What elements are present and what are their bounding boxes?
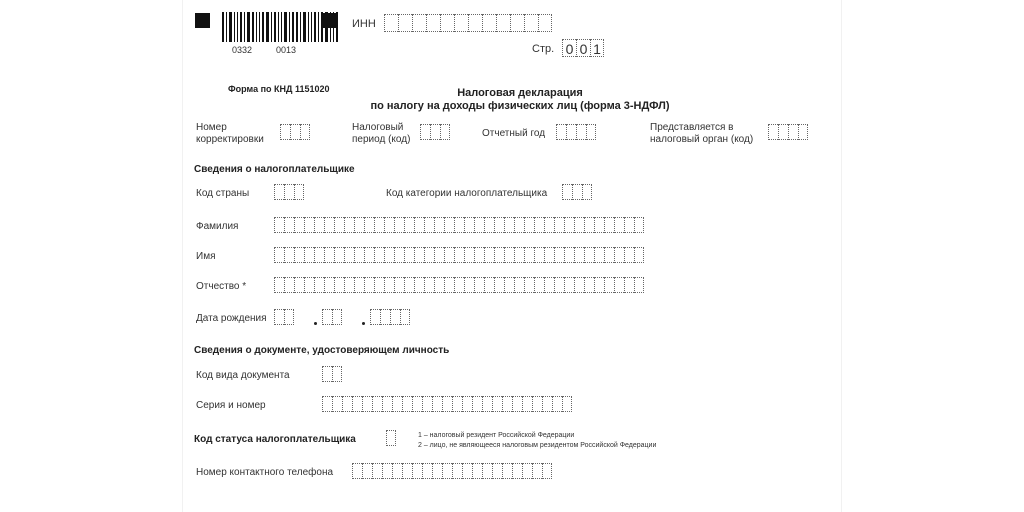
input-cell[interactable] <box>394 277 404 293</box>
input-cell[interactable] <box>634 247 644 263</box>
report-year-label: Отчетный год <box>482 128 546 139</box>
barcode-bar <box>318 12 319 42</box>
input-cell[interactable] <box>582 184 592 200</box>
input-cell[interactable] <box>462 463 472 479</box>
input-cell[interactable] <box>344 247 354 263</box>
input-cell[interactable] <box>412 396 422 412</box>
input-cell[interactable] <box>284 217 294 233</box>
input-cell[interactable] <box>422 463 432 479</box>
input-cell[interactable] <box>324 217 334 233</box>
barcode-left-digits: 0332 <box>232 45 253 55</box>
input-cell[interactable] <box>562 396 572 412</box>
input-cell[interactable] <box>564 277 574 293</box>
barcode-bar <box>292 12 294 42</box>
input-cell[interactable] <box>442 396 452 412</box>
birth-year-cells[interactable] <box>370 309 410 325</box>
input-cell[interactable] <box>380 309 390 325</box>
input-cell[interactable] <box>424 277 434 293</box>
first-name-label: Имя <box>196 251 216 262</box>
phone-label: Номер контактного телефона <box>196 467 334 478</box>
input-cell[interactable] <box>534 277 544 293</box>
barcode-bar <box>222 12 224 42</box>
input-cell[interactable] <box>274 184 284 200</box>
input-cell[interactable] <box>304 277 314 293</box>
input-cell[interactable] <box>414 247 424 263</box>
correction-number-label: Номер корректировки <box>196 122 264 145</box>
last-name-cells[interactable] <box>274 217 644 233</box>
barcode-bar <box>247 12 250 42</box>
input-cell[interactable] <box>354 247 364 263</box>
input-cell[interactable] <box>284 184 294 200</box>
barcode-bar <box>281 12 282 42</box>
input-cell[interactable] <box>614 217 624 233</box>
input-cell[interactable] <box>522 463 532 479</box>
input-cell[interactable] <box>574 247 584 263</box>
input-cell[interactable] <box>420 124 430 140</box>
input-cell[interactable] <box>594 277 604 293</box>
country-code-label: Код страны <box>196 188 250 199</box>
report-year-cells[interactable] <box>556 124 596 140</box>
input-cell[interactable] <box>374 217 384 233</box>
input-cell[interactable] <box>384 277 394 293</box>
barcode-bar <box>262 12 264 42</box>
input-cell[interactable] <box>604 217 614 233</box>
input-cell[interactable] <box>322 366 332 382</box>
input-cell[interactable] <box>556 124 566 140</box>
input-cell[interactable] <box>474 247 484 263</box>
input-cell[interactable] <box>384 217 394 233</box>
input-cell[interactable] <box>524 217 534 233</box>
input-cell[interactable] <box>494 217 504 233</box>
barcode-right-digits: 0013 <box>276 45 297 55</box>
input-cell[interactable] <box>372 396 382 412</box>
input-cell[interactable] <box>434 247 444 263</box>
input-cell[interactable] <box>444 217 454 233</box>
input-cell[interactable] <box>442 463 452 479</box>
date-separator <box>362 322 365 325</box>
input-cell[interactable] <box>482 396 492 412</box>
status-option-1: 1 – налоговый резидент Российской Федерации <box>418 432 575 439</box>
category-code-label: Код категории налогоплательщика <box>386 188 548 199</box>
input-cell[interactable] <box>382 463 392 479</box>
input-cell[interactable] <box>624 247 634 263</box>
input-cell[interactable] <box>392 396 402 412</box>
barcode-bar <box>330 12 331 42</box>
input-cell[interactable] <box>430 124 440 140</box>
input-cell[interactable] <box>452 463 462 479</box>
input-cell[interactable] <box>452 396 462 412</box>
input-cell[interactable] <box>584 247 594 263</box>
input-cell[interactable] <box>404 217 414 233</box>
input-cell[interactable] <box>778 124 788 140</box>
input-cell[interactable] <box>304 217 314 233</box>
input-cell[interactable] <box>484 277 494 293</box>
barcode-bar <box>271 12 272 42</box>
page-digit: 1 <box>590 39 604 57</box>
input-cell[interactable] <box>424 247 434 263</box>
input-cell[interactable] <box>274 277 284 293</box>
inn-cells[interactable] <box>384 14 552 32</box>
status-label: Код статуса налогоплательщика <box>194 434 356 445</box>
input-cell[interactable] <box>768 124 778 140</box>
input-cell[interactable] <box>324 247 334 263</box>
barcode-bar <box>308 12 309 42</box>
input-cell[interactable] <box>432 463 442 479</box>
input-cell[interactable] <box>634 217 644 233</box>
input-cell[interactable] <box>364 217 374 233</box>
input-cell[interactable] <box>554 247 564 263</box>
input-cell[interactable] <box>494 277 504 293</box>
input-cell[interactable] <box>300 124 310 140</box>
input-cell[interactable] <box>290 124 300 140</box>
input-cell[interactable] <box>412 14 426 32</box>
last-name-label: Фамилия <box>196 221 239 232</box>
input-cell[interactable] <box>294 217 304 233</box>
barcode-bar <box>303 12 306 42</box>
input-cell[interactable] <box>400 309 410 325</box>
barcode-bar <box>321 12 323 42</box>
input-cell[interactable] <box>362 463 372 479</box>
input-cell[interactable] <box>564 247 574 263</box>
input-cell[interactable] <box>534 247 544 263</box>
barcode-image <box>222 12 340 42</box>
patronymic-cells[interactable] <box>274 277 644 293</box>
birth-day-cells[interactable] <box>274 309 294 325</box>
input-cell[interactable] <box>524 277 534 293</box>
barcode-bar <box>274 12 276 42</box>
input-cell[interactable] <box>386 430 396 446</box>
input-cell[interactable] <box>294 247 304 263</box>
input-cell[interactable] <box>284 247 294 263</box>
input-cell[interactable] <box>422 396 432 412</box>
input-cell[interactable] <box>404 277 414 293</box>
corner-marker-left <box>195 13 210 28</box>
input-cell[interactable] <box>352 463 362 479</box>
input-cell[interactable] <box>464 217 474 233</box>
input-cell[interactable] <box>482 14 496 32</box>
input-cell[interactable] <box>434 217 444 233</box>
barcode-bar <box>266 12 269 42</box>
input-cell[interactable] <box>474 217 484 233</box>
input-cell[interactable] <box>586 124 596 140</box>
phone-cells[interactable] <box>352 463 552 479</box>
input-cell[interactable] <box>454 217 464 233</box>
input-cell[interactable] <box>542 463 552 479</box>
page-label: Стр. <box>532 43 555 55</box>
barcode-bar <box>296 12 298 42</box>
input-cell[interactable] <box>542 396 552 412</box>
page-digit: 0 <box>576 39 590 57</box>
patronymic-label: Отчество * <box>196 281 247 292</box>
barcode-bar <box>278 12 279 42</box>
input-cell[interactable] <box>434 277 444 293</box>
input-cell[interactable] <box>370 309 380 325</box>
input-cell[interactable] <box>390 309 400 325</box>
document-section-title: Сведения о документе, удостоверяющем личность <box>194 345 450 356</box>
input-cell[interactable] <box>294 277 304 293</box>
status-option-2: 2 – лицо, не являющееся налоговым резидентом Российской Федерации <box>418 442 657 449</box>
input-cell[interactable] <box>454 247 464 263</box>
input-cell[interactable] <box>624 277 634 293</box>
category-code-cells[interactable] <box>562 184 592 200</box>
input-cell[interactable] <box>398 14 412 32</box>
input-cell[interactable] <box>454 277 464 293</box>
input-cell[interactable] <box>614 247 624 263</box>
input-cell[interactable] <box>464 277 474 293</box>
input-cell[interactable] <box>532 463 542 479</box>
input-cell[interactable] <box>594 247 604 263</box>
barcode-bar <box>311 12 312 42</box>
input-cell[interactable] <box>432 396 442 412</box>
barcode-bar <box>336 12 338 42</box>
input-cell[interactable] <box>414 217 424 233</box>
input-cell[interactable] <box>332 396 342 412</box>
form-title-line2: по налогу на доходы физических лиц (форма 3-НДФЛ) <box>370 100 670 112</box>
input-cell[interactable] <box>314 217 324 233</box>
barcode-bar <box>333 12 334 42</box>
input-cell[interactable] <box>332 309 342 325</box>
input-cell[interactable] <box>374 277 384 293</box>
input-cell[interactable] <box>362 396 372 412</box>
input-cell[interactable] <box>788 124 798 140</box>
date-separator <box>314 322 317 325</box>
first-name-cells[interactable] <box>274 247 644 263</box>
input-cell[interactable] <box>344 217 354 233</box>
input-cell[interactable] <box>510 14 524 32</box>
input-cell[interactable] <box>594 217 604 233</box>
input-cell[interactable] <box>604 277 614 293</box>
page-number-cells <box>562 39 604 57</box>
input-cell[interactable] <box>514 247 524 263</box>
input-cell[interactable] <box>324 277 334 293</box>
input-cell[interactable] <box>334 277 344 293</box>
input-cell[interactable] <box>492 463 502 479</box>
input-cell[interactable] <box>504 277 514 293</box>
input-cell[interactable] <box>440 124 450 140</box>
form-code: Форма по КНД 1151020 <box>228 84 330 94</box>
input-cell[interactable] <box>468 14 482 32</box>
submitted-to-cells[interactable] <box>768 124 808 140</box>
input-cell[interactable] <box>544 277 554 293</box>
input-cell[interactable] <box>554 217 564 233</box>
barcode-bar <box>229 12 232 42</box>
input-cell[interactable] <box>474 277 484 293</box>
input-cell[interactable] <box>532 396 542 412</box>
doc-type-label: Код вида документа <box>196 370 290 381</box>
input-cell[interactable] <box>484 247 494 263</box>
barcode-bar <box>314 12 316 42</box>
input-cell[interactable] <box>514 277 524 293</box>
input-cell[interactable] <box>342 396 352 412</box>
input-cell[interactable] <box>354 277 364 293</box>
input-cell[interactable] <box>382 396 392 412</box>
barcode-bar <box>240 12 242 42</box>
form-title <box>320 87 720 113</box>
input-cell[interactable] <box>344 277 354 293</box>
input-cell[interactable] <box>394 247 404 263</box>
input-cell[interactable] <box>538 14 552 32</box>
input-cell[interactable] <box>424 217 434 233</box>
input-cell[interactable] <box>402 463 412 479</box>
form-title-line1: Налоговая декларация <box>457 87 583 99</box>
input-cell[interactable] <box>384 14 398 32</box>
input-cell[interactable] <box>280 124 290 140</box>
tax-period-label: Налоговый период (код) <box>352 122 411 145</box>
input-cell[interactable] <box>604 247 614 263</box>
barcode-bar <box>226 12 227 42</box>
barcode-bar <box>256 12 257 42</box>
input-cell[interactable] <box>322 396 332 412</box>
input-cell[interactable] <box>284 277 294 293</box>
input-cell[interactable] <box>404 247 414 263</box>
input-cell[interactable] <box>576 124 586 140</box>
input-cell[interactable] <box>584 217 594 233</box>
input-cell[interactable] <box>426 14 440 32</box>
input-cell[interactable] <box>574 277 584 293</box>
input-cell[interactable] <box>314 277 324 293</box>
input-cell[interactable] <box>482 463 492 479</box>
input-cell[interactable] <box>322 309 332 325</box>
input-cell[interactable] <box>314 247 324 263</box>
input-cell[interactable] <box>624 217 634 233</box>
correction-number-cells[interactable] <box>280 124 310 140</box>
birth-month-cells[interactable] <box>322 309 342 325</box>
input-cell[interactable] <box>284 309 294 325</box>
series-number-label: Серия и номер <box>196 400 266 411</box>
input-cell[interactable] <box>444 247 454 263</box>
input-cell[interactable] <box>304 247 314 263</box>
barcode-bar <box>325 12 328 42</box>
input-cell[interactable] <box>512 463 522 479</box>
input-cell[interactable] <box>384 247 394 263</box>
input-cell[interactable] <box>614 277 624 293</box>
input-cell[interactable] <box>512 396 522 412</box>
input-cell[interactable] <box>274 217 284 233</box>
input-cell[interactable] <box>462 396 472 412</box>
input-cell[interactable] <box>354 217 364 233</box>
input-cell[interactable] <box>372 463 382 479</box>
input-cell[interactable] <box>374 247 384 263</box>
barcode-bar <box>234 12 235 42</box>
input-cell[interactable] <box>412 463 422 479</box>
input-cell[interactable] <box>544 217 554 233</box>
input-cell[interactable] <box>332 366 342 382</box>
series-number-cells[interactable] <box>322 396 572 412</box>
tax-period-cells[interactable] <box>420 124 450 140</box>
taxpayer-section-title: Сведения о налогоплательщике <box>194 164 355 175</box>
input-cell[interactable] <box>524 14 538 32</box>
barcode-bar <box>259 12 260 42</box>
input-cell[interactable] <box>472 463 482 479</box>
input-cell[interactable] <box>364 277 374 293</box>
input-cell[interactable] <box>496 14 510 32</box>
input-cell[interactable] <box>492 396 502 412</box>
barcode-bar <box>237 12 238 42</box>
input-cell[interactable] <box>454 14 468 32</box>
input-cell[interactable] <box>274 247 284 263</box>
page-digit: 0 <box>562 39 576 57</box>
input-cell[interactable] <box>566 124 576 140</box>
input-cell[interactable] <box>444 277 454 293</box>
input-cell[interactable] <box>352 396 362 412</box>
barcode-bar <box>289 12 290 42</box>
input-cell[interactable] <box>464 247 474 263</box>
input-cell[interactable] <box>494 247 504 263</box>
barcode-bar <box>284 12 287 42</box>
input-cell[interactable] <box>634 277 644 293</box>
input-cell[interactable] <box>472 396 482 412</box>
input-cell[interactable] <box>392 463 402 479</box>
input-cell[interactable] <box>440 14 454 32</box>
input-cell[interactable] <box>502 396 512 412</box>
country-code-cells[interactable] <box>274 184 304 200</box>
inn-label: ИНН <box>352 18 376 30</box>
input-cell[interactable] <box>394 217 404 233</box>
input-cell[interactable] <box>564 217 574 233</box>
input-cell[interactable] <box>552 396 562 412</box>
input-cell[interactable] <box>584 277 594 293</box>
input-cell[interactable] <box>522 396 532 412</box>
input-cell[interactable] <box>524 247 534 263</box>
submitted-to-label: Представляется в налоговый орган (код) <box>650 122 754 145</box>
input-cell[interactable] <box>798 124 808 140</box>
status-cell[interactable] <box>386 430 396 446</box>
input-cell[interactable] <box>514 217 524 233</box>
input-cell[interactable] <box>544 247 554 263</box>
input-cell[interactable] <box>294 184 304 200</box>
input-cell[interactable] <box>502 463 512 479</box>
input-cell[interactable] <box>504 247 514 263</box>
input-cell[interactable] <box>572 184 582 200</box>
birth-date-label: Дата рождения <box>196 313 267 324</box>
input-cell[interactable] <box>334 247 344 263</box>
input-cell[interactable] <box>334 217 344 233</box>
input-cell[interactable] <box>414 277 424 293</box>
input-cell[interactable] <box>562 184 572 200</box>
input-cell[interactable] <box>364 247 374 263</box>
input-cell[interactable] <box>574 217 584 233</box>
input-cell[interactable] <box>402 396 412 412</box>
barcode-bar <box>300 12 301 42</box>
input-cell[interactable] <box>554 277 564 293</box>
input-cell[interactable] <box>534 217 544 233</box>
barcode-bar <box>244 12 245 42</box>
input-cell[interactable] <box>484 217 494 233</box>
input-cell[interactable] <box>504 217 514 233</box>
barcode-bar <box>252 12 254 42</box>
input-cell[interactable] <box>274 309 284 325</box>
doc-type-cells[interactable] <box>322 366 342 382</box>
